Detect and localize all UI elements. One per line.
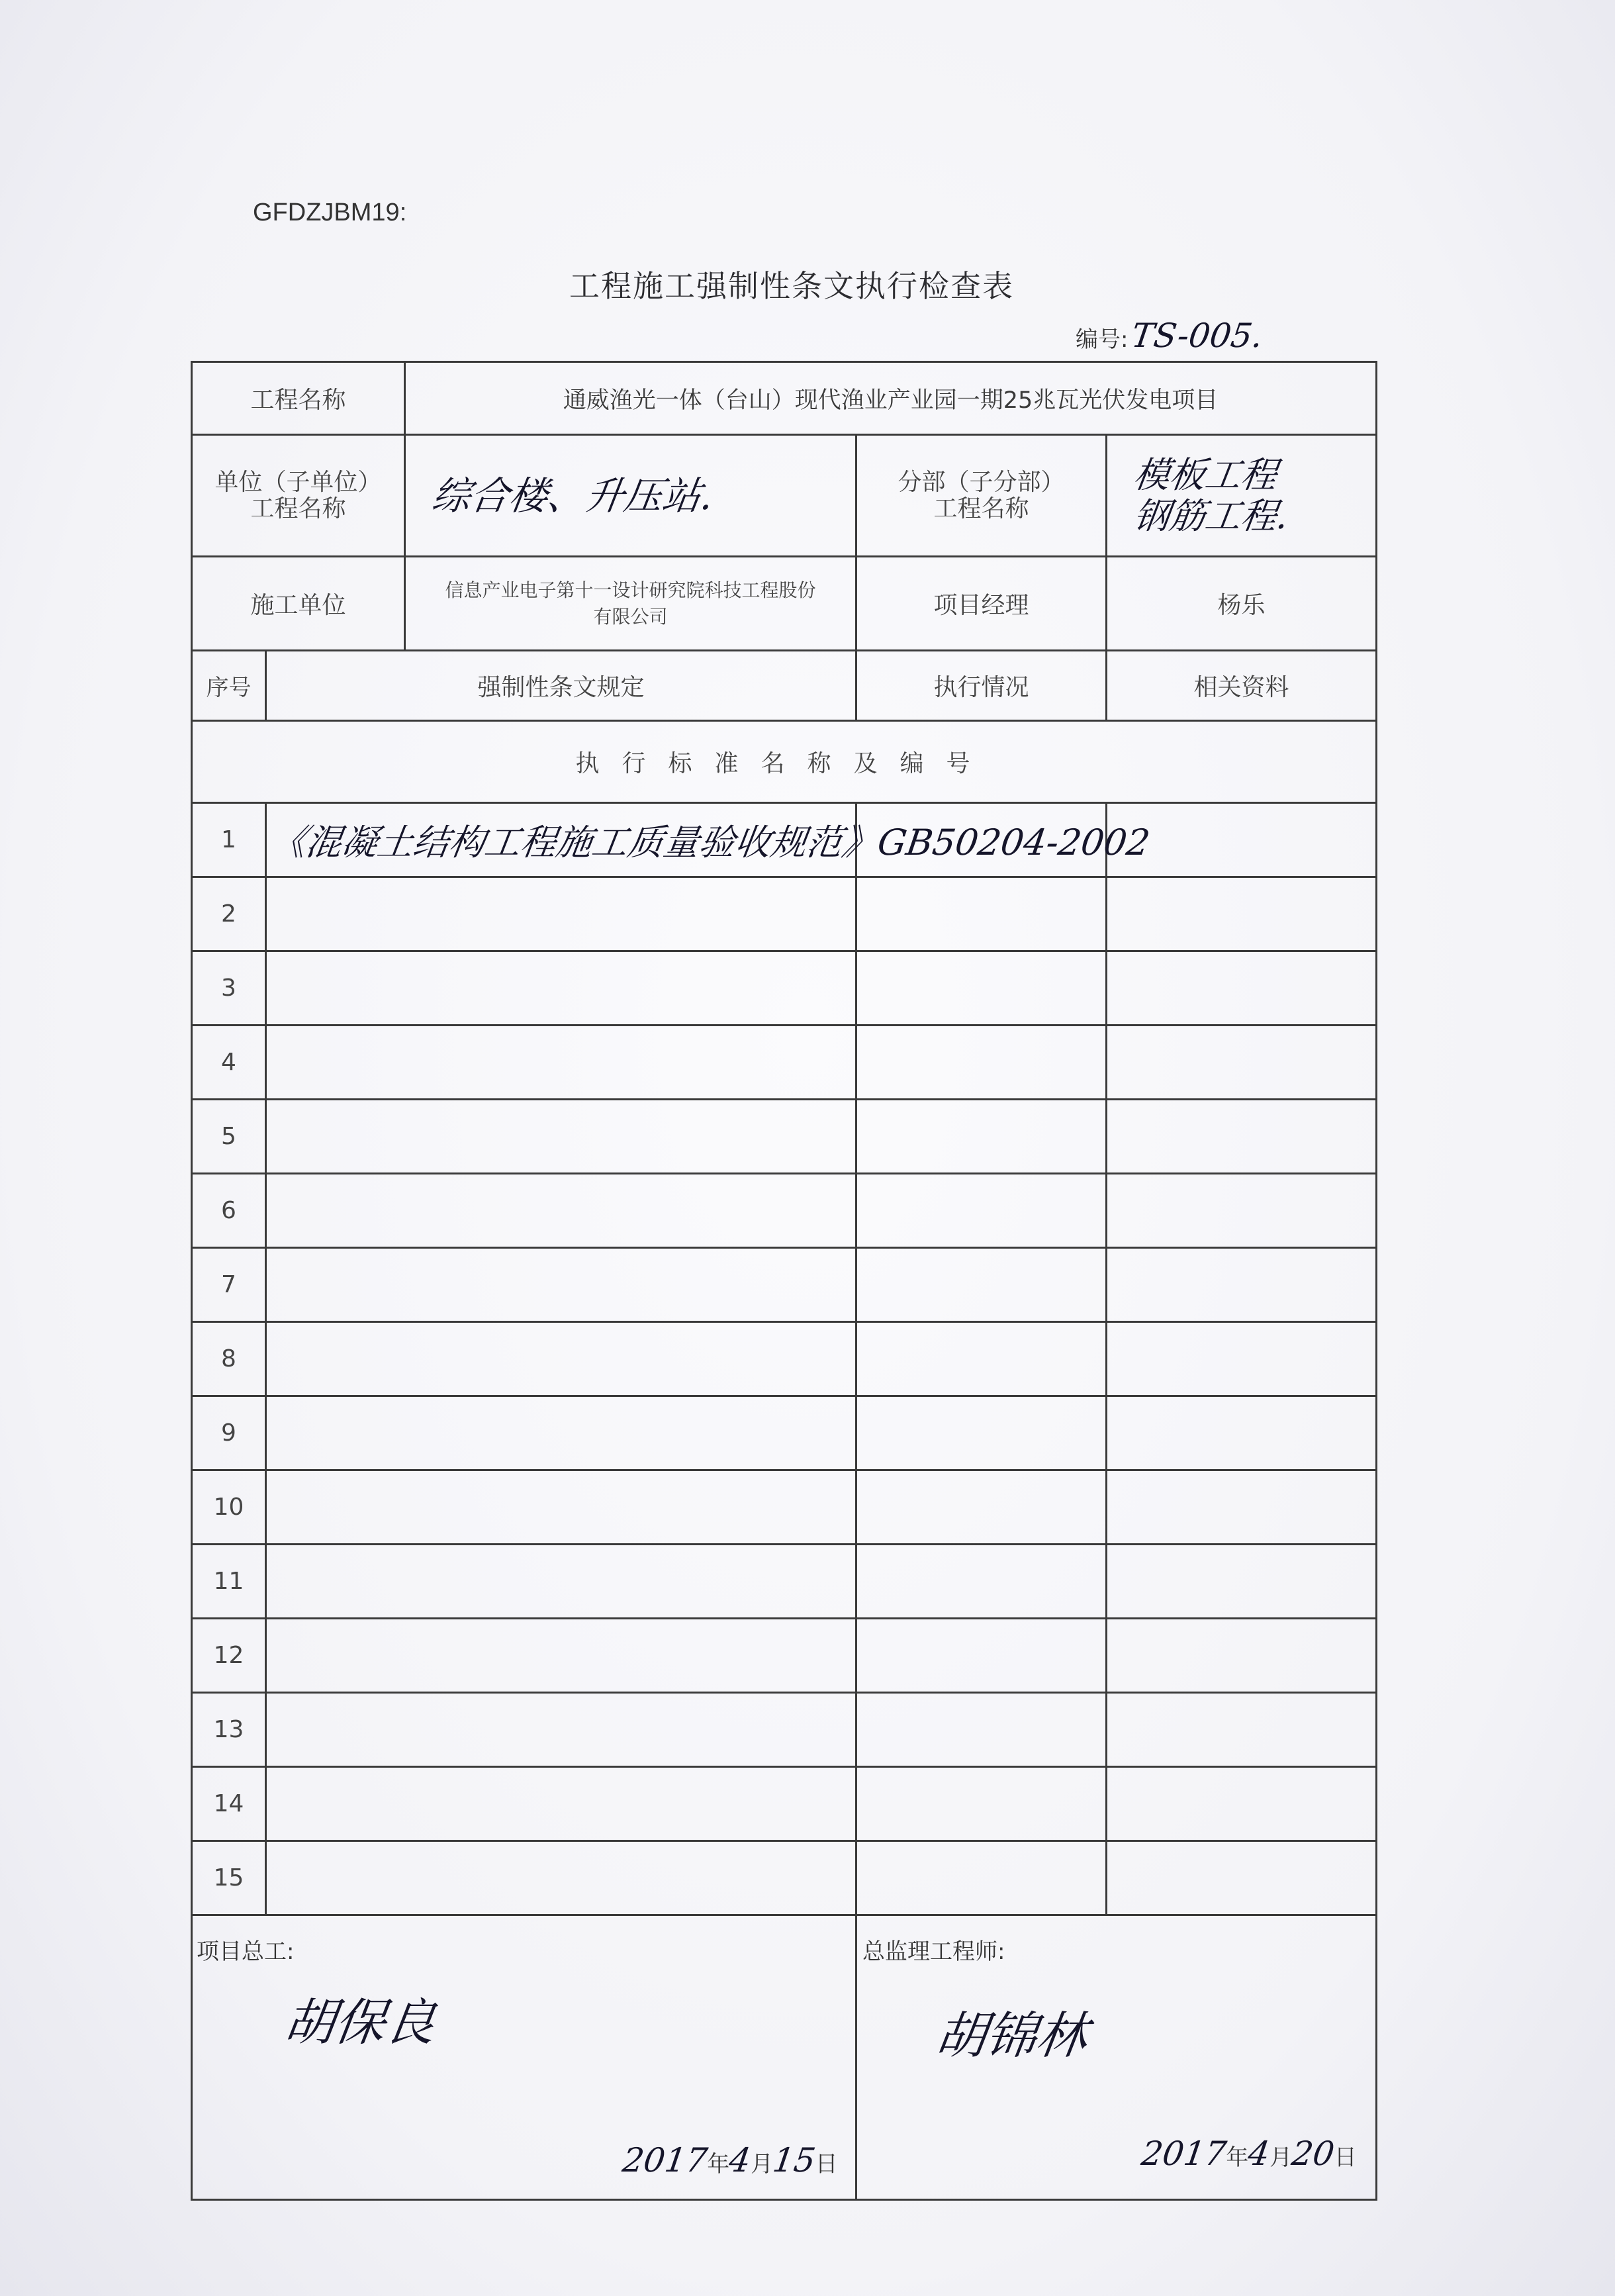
right-signature-cell (856, 1915, 1377, 2200)
row-number: 1 (192, 803, 266, 877)
col-seq: 序号 (192, 651, 266, 721)
division-label (856, 435, 1107, 557)
row-materials (1107, 877, 1377, 951)
table-row (192, 1545, 1377, 1619)
row-materials (1107, 1470, 1377, 1545)
row-number: 4 (192, 1026, 266, 1100)
unit-value (405, 435, 856, 557)
row-materials (1107, 1396, 1377, 1470)
right-date-year-unit: 年 (1226, 2144, 1249, 2171)
left-date-year-unit: 年 (707, 2151, 730, 2177)
row-provision (266, 1174, 856, 1248)
contractor-label: 施工单位 (192, 557, 405, 651)
chief-engineer-label: 项目总工: (197, 1938, 295, 1965)
row-materials (1107, 951, 1377, 1026)
table-row (192, 1026, 1377, 1100)
unit-value-handwriting: 综合楼、升压站. (429, 473, 717, 518)
table-row (192, 951, 1377, 1026)
chief-supervisor-date (1138, 2134, 1357, 2173)
chief-supervisor-label: 总监理工程师: (862, 1938, 1005, 1965)
row-number: 6 (192, 1174, 266, 1248)
row-materials (1107, 1693, 1377, 1767)
row-provision (266, 1693, 856, 1767)
unit-label-line2: 工程名称 (250, 495, 346, 522)
table-row (192, 1322, 1377, 1396)
standard-name-handwriting: 《混凝土结构工程施工质量验收规范》GB50204-2002 (267, 822, 1153, 863)
right-date-month: 4 (1246, 2134, 1273, 2173)
row-execution (856, 1693, 1107, 1767)
row-execution (856, 1619, 1107, 1693)
right-date-month-unit: 月 (1269, 2144, 1293, 2171)
standard-header-row (192, 721, 1377, 803)
row-materials (1107, 1174, 1377, 1248)
right-date-day-unit: 日 (1334, 2144, 1357, 2171)
col-execution: 执行情况 (856, 651, 1107, 721)
table-row (192, 1619, 1377, 1693)
row-execution (856, 1026, 1107, 1100)
row-number: 11 (192, 1545, 266, 1619)
row-provision (266, 1322, 856, 1396)
row-execution (856, 877, 1107, 951)
contractor-value (405, 557, 856, 651)
table-row (192, 1174, 1377, 1248)
row-materials (1107, 1248, 1377, 1322)
row-materials (1107, 1026, 1377, 1100)
row-materials (1107, 1841, 1377, 1915)
left-date-month: 4 (727, 2141, 754, 2179)
left-date-month-unit: 月 (751, 2151, 774, 2177)
row-number: 9 (192, 1396, 266, 1470)
right-date-year: 2017 (1138, 2134, 1229, 2173)
row-execution (856, 1470, 1107, 1545)
row-provision (266, 1841, 856, 1915)
signature-row (192, 1915, 1377, 2200)
row-provision (266, 1396, 856, 1470)
right-date-day: 20 (1289, 2134, 1337, 2173)
division-value-line2: 钢筋工程. (1130, 495, 1291, 537)
row-provision (266, 1545, 856, 1619)
project-value: 通威渔光一体（台山）现代渔业产业园一期25兆瓦光伏发电项目 (405, 362, 1377, 435)
row-materials (1107, 1767, 1377, 1841)
project-row (192, 362, 1377, 435)
row-number: 12 (192, 1619, 266, 1693)
chief-supervisor-signature: 胡锦林 (931, 2006, 1091, 2065)
row-execution (856, 1100, 1107, 1174)
division-label-line1: 分部（子分部） (898, 468, 1065, 496)
row-provision (266, 1248, 856, 1322)
row-number: 7 (192, 1248, 266, 1322)
row-number: 3 (192, 951, 266, 1026)
row-number: 8 (192, 1322, 266, 1396)
table-row (192, 1693, 1377, 1767)
row-number: 2 (192, 877, 266, 951)
row-provision (266, 1100, 856, 1174)
row-execution (856, 1248, 1107, 1322)
serial-value: TS-005. (1129, 316, 1266, 355)
table-row (192, 1767, 1377, 1841)
division-value-line1: 模板工程 (1130, 454, 1280, 496)
row-execution (856, 951, 1107, 1026)
division-value (1107, 435, 1377, 557)
document-code: GFDZJBM19: (253, 199, 407, 226)
row-materials (1107, 1545, 1377, 1619)
row-number: 13 (192, 1693, 266, 1767)
left-signature-cell (192, 1915, 856, 2200)
row-materials (1107, 1100, 1377, 1174)
row-execution (856, 1545, 1107, 1619)
manager-value: 杨乐 (1107, 557, 1377, 651)
row-number: 10 (192, 1470, 266, 1545)
table-row (192, 1470, 1377, 1545)
row-execution (856, 1841, 1107, 1915)
unit-label (192, 435, 405, 557)
row-number: 5 (192, 1100, 266, 1174)
table-row (192, 877, 1377, 951)
row-execution (856, 1322, 1107, 1396)
col-materials: 相关资料 (1107, 651, 1377, 721)
left-date-year: 2017 (620, 2141, 710, 2179)
contractor-value-line1: 信息产业电子第十一设计研究院科技工程股份 (445, 579, 816, 601)
row-provision (266, 1470, 856, 1545)
left-date-day: 15 (770, 2141, 818, 2179)
inspection-table (191, 361, 1377, 2201)
row-execution (856, 1396, 1107, 1470)
table-row (192, 1396, 1377, 1470)
contractor-value-line2: 有限公司 (593, 605, 668, 628)
chief-engineer-signature: 胡保良 (280, 1993, 440, 2052)
row-provision (266, 1619, 856, 1693)
project-label: 工程名称 (192, 362, 405, 435)
standard-header: 执行标准名称及编号 (192, 721, 1377, 803)
column-header-row (192, 651, 1377, 721)
document-title: 工程施工强制性条文执行检查表 (569, 268, 1014, 304)
unit-label-line1: 单位（子单位） (214, 468, 382, 496)
row-provision (266, 1026, 856, 1100)
chief-engineer-date (620, 2141, 838, 2179)
contractor-row (192, 557, 1377, 651)
table-row (192, 803, 1377, 877)
row-materials (1107, 1322, 1377, 1396)
table-row (192, 1100, 1377, 1174)
serial-label: 编号: (1076, 326, 1129, 353)
unit-row (192, 435, 1377, 557)
row-number: 15 (192, 1841, 266, 1915)
row-provision (266, 803, 1153, 877)
left-date-day-unit: 日 (815, 2151, 838, 2177)
row-provision (266, 951, 856, 1026)
row-provision (266, 1767, 856, 1841)
row-materials (1107, 1619, 1377, 1693)
table-row (192, 1841, 1377, 1915)
row-number: 14 (192, 1767, 266, 1841)
row-execution (856, 1174, 1107, 1248)
row-execution (856, 1767, 1107, 1841)
row-provision (266, 877, 856, 951)
division-label-line2: 工程名称 (933, 495, 1029, 522)
serial-number (1076, 316, 1266, 355)
col-provision: 强制性条文规定 (266, 651, 856, 721)
table-row (192, 1248, 1377, 1322)
manager-label: 项目经理 (856, 557, 1107, 651)
